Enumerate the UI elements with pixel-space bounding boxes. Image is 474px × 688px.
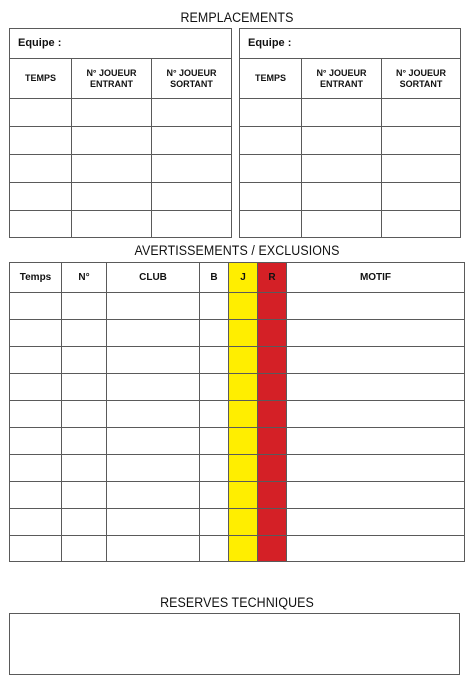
table-row[interactable] <box>10 293 465 320</box>
table-row[interactable] <box>10 99 232 127</box>
table-row[interactable] <box>240 155 461 183</box>
table-row[interactable] <box>10 455 465 482</box>
header-motif: MOTIF <box>287 263 465 293</box>
equipe-label[interactable]: Equipe : <box>10 29 232 59</box>
header-joueur-entrant: N° JOUEUR ENTRANT <box>302 59 382 99</box>
table-row[interactable] <box>10 127 232 155</box>
table-row[interactable] <box>10 428 465 455</box>
header-joueur-sortant: N° JOUEUR SORTANT <box>152 59 232 99</box>
table-row[interactable] <box>10 374 465 401</box>
table-row[interactable] <box>10 536 465 562</box>
table-row[interactable] <box>10 320 465 347</box>
remplacements-table-right <box>239 28 461 238</box>
table-row[interactable] <box>10 155 232 183</box>
header-jaune: J <box>229 263 258 293</box>
remplacements-table-left <box>9 28 232 238</box>
avertissements-title: AVERTISSEMENTS / EXCLUSIONS <box>134 243 340 258</box>
header-rouge: R <box>258 263 287 293</box>
table-row[interactable] <box>10 482 465 509</box>
table-row[interactable] <box>10 401 465 428</box>
remplacements-title: REMPLACEMENTS <box>180 10 294 25</box>
table-row[interactable] <box>240 211 461 238</box>
table-row[interactable] <box>240 127 461 155</box>
table-row[interactable] <box>10 183 232 211</box>
table-row[interactable] <box>240 183 461 211</box>
header-temps: TEMPS <box>10 59 72 99</box>
equipe-label[interactable]: Equipe : <box>240 29 461 59</box>
header-numero: N° <box>62 263 107 293</box>
reserves-title: RESERVES TECHNIQUES <box>160 595 314 610</box>
avertissements-table <box>9 262 465 562</box>
table-row[interactable] <box>10 211 232 238</box>
reserves-textarea[interactable] <box>9 613 460 675</box>
header-joueur-sortant: N° JOUEUR SORTANT <box>382 59 461 99</box>
header-joueur-entrant: N° JOUEUR ENTRANT <box>72 59 152 99</box>
table-row[interactable] <box>10 509 465 536</box>
header-club: CLUB <box>107 263 200 293</box>
header-temps: TEMPS <box>240 59 302 99</box>
table-row[interactable] <box>10 347 465 374</box>
header-b: B <box>200 263 229 293</box>
header-temps: Temps <box>10 263 62 293</box>
table-row[interactable] <box>240 99 461 127</box>
